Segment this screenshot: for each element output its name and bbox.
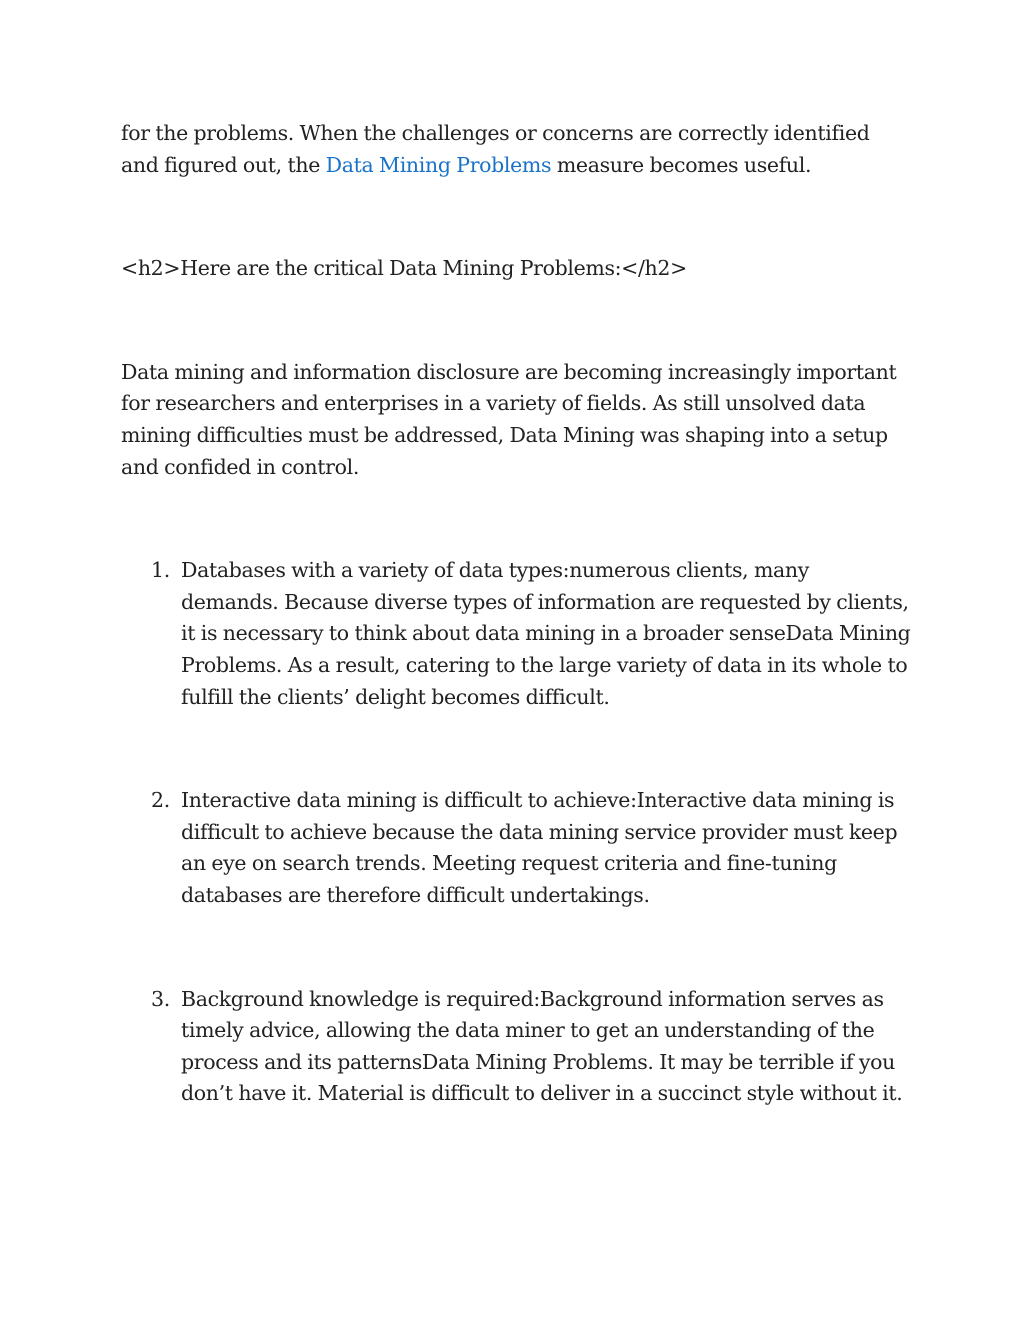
intro-text-after: measure becomes useful. <box>551 152 812 177</box>
intro-text-before: for the problems. When the challenges or concerns are correctly identified and figured out, the <box>121 121 870 177</box>
list-item-number: 1. <box>151 558 170 583</box>
data-mining-problems-link[interactable]: Data Mining Problems <box>325 152 552 177</box>
list-item-text: Databases with a variety of data types:numerous clients, many demands. Because diverse types of information are requested by clients, it is necessary to think about data mining in a broader senseData Mining Problems. As a result, catering to the large variety of data in its whole to fulfill the clients’ delight becomes difficult. <box>181 558 911 709</box>
list-item-number: 3. <box>151 986 170 1011</box>
list-item <box>121 785 911 911</box>
document-page <box>121 118 911 1182</box>
list-item <box>121 984 911 1110</box>
list-item-text: Background knowledge is required:Background information serves as timely advice, allowing the data miner to get an understanding of the process and its patternsData Mining Problems. It may be terrible if you don’t have it. Material is difficult to deliver in a succinct style without it. <box>181 986 903 1106</box>
intro-paragraph <box>121 118 911 181</box>
list-item <box>121 555 911 713</box>
section-heading-text: <h2>Here are the critical Data Mining Problems:</h2> <box>121 256 687 281</box>
problems-list <box>121 555 911 1110</box>
list-item-text: Interactive data mining is difficult to achieve:Interactive data mining is difficult to achieve because the data mining service provider must keep an eye on search trends. Meeting request criteria and fine-tuning databases are therefore difficult undertakings. <box>181 788 898 907</box>
body-paragraph: Data mining and information disclosure are becoming increasingly important for researchers and enterprises in a variety of fields. As still unsolved data mining difficulties must be addressed, Data Mining was shaping into a setup and confided in control. <box>121 359 897 479</box>
list-item-number: 2. <box>151 788 170 813</box>
